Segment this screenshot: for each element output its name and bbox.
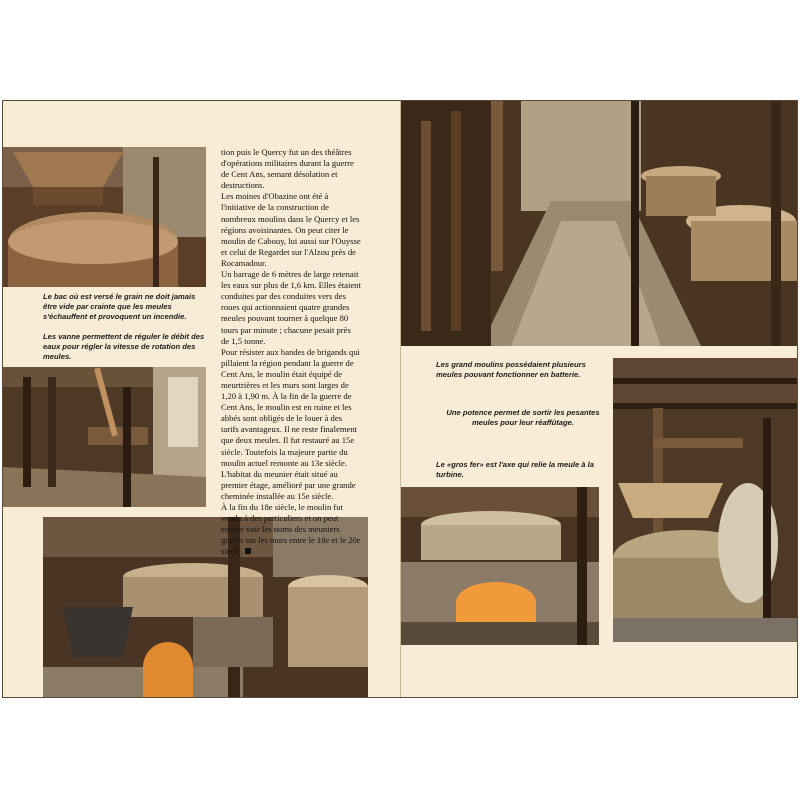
caption-crane: Une potence permet de sortir les pesantes meules pour leur réaffûtage. xyxy=(446,408,600,427)
body-paragraph: Pour résister aux bandes de brigands qui pillaient la région pendant la guerre de Cent Ans, le moulin était équipé de meurtrières et les murs sont larges de 1,20 à 1,90 m. À la fin de la guerre de Cent Ans, le moulin est en ruine et les abbés sont obligés de le louer à des tarifs avantageux. Il ne reste finalement que deux meules. Il fut restauré au 15e siècle. Toutefois la majeure partie du moulin actuel remonte au 13e siècle. xyxy=(221,346,360,468)
magazine-spread xyxy=(2,100,798,698)
photo-mill-hall xyxy=(401,101,797,346)
body-paragraph: L'habitat du meunier était situé au premier étage, amélioré par une grande cheminée installée au 15e siècle. xyxy=(221,468,356,501)
body-paragraph-text: À la fin du 18e siècle, le moulin fut vendu à des particuliers et on peut encore voir les noms des meuniers gravés sur les murs entre le 18e et le 20e siècle. xyxy=(221,502,361,557)
body-paragraph-last xyxy=(221,502,361,557)
photo-fireplace xyxy=(401,487,599,645)
photo-icon xyxy=(3,147,206,287)
caption-hopper: Le bac où est versé le grain ne doit jamais être vide par crainte que les meules s'échauffent et provoquent un incendie. xyxy=(43,292,196,321)
photo-icon xyxy=(3,367,206,507)
photo-crane xyxy=(613,358,797,642)
photo-icon xyxy=(613,358,797,642)
article-body xyxy=(221,147,361,557)
photo-icon xyxy=(401,101,797,346)
caption-valves: Les vanne permettent de réguler le débit des eaux pour régler la vitesse de rotation des meules. xyxy=(43,332,205,361)
body-paragraph: tion puis le Quercy fut un des théâtres d'opérations militaires durant la guerre de Cent Ans, semant désolation et destructions. xyxy=(221,147,354,191)
photo-icon xyxy=(401,487,599,645)
photo-valves xyxy=(3,367,206,507)
photo-hopper xyxy=(3,147,206,287)
caption-gros-fer: Le «gros fer» est l'axe qui relie la meule à la turbine. xyxy=(436,460,594,479)
caption-large-mills: Les grand moulins possédaient plusieurs meules pouvant fonctionner en batterie. xyxy=(436,360,586,379)
body-paragraph: Les moines d'Obazine ont été à l'initiative de la construction de nombreux moulins dans le Quercy et les régions avoisinantes. On peut citer le moulin de Cabouy, lui aussi sur l'Ouysse et celui de Regardet sur l'Alzou près de Rocamadour. xyxy=(221,191,361,268)
body-paragraph: Un barrage de 6 mètres de large retenait les eaux sur plus de 1,6 km. Elles étaient conduites par des conduites vers des roues qui actionnaient quatre grandes meules pouvant tourner à quelque 80 tours par minute ; chacune pesait près de 1,5 tonne. xyxy=(221,269,361,346)
end-of-article-mark xyxy=(245,548,251,554)
